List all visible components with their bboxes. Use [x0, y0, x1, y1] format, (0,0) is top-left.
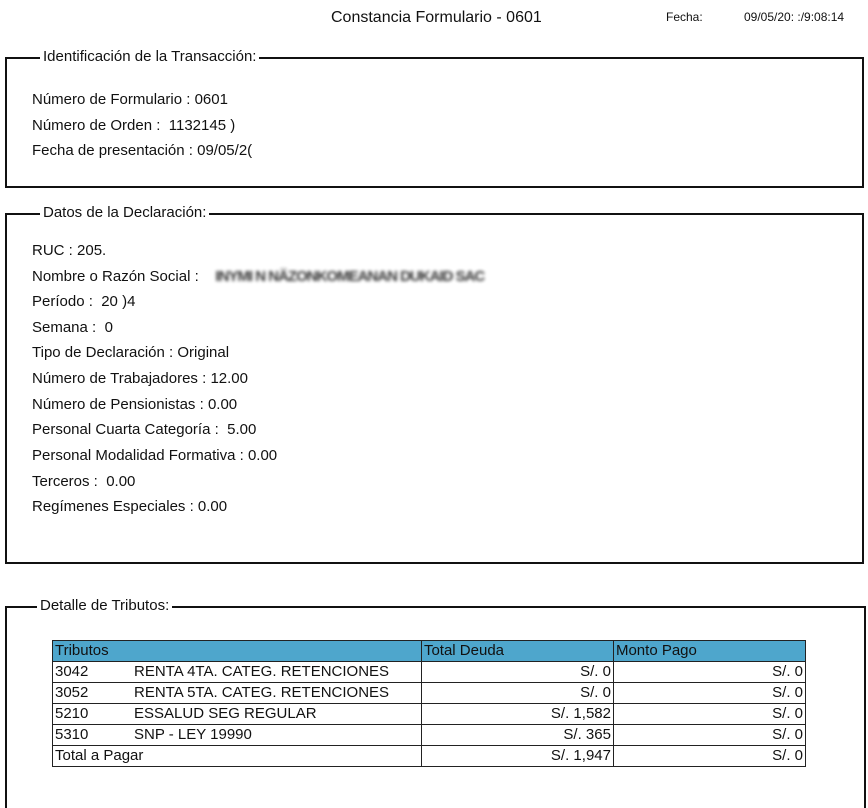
personal-cuarta-row	[32, 421, 256, 438]
personal-formativa-value: 0.00	[247, 447, 278, 464]
num-pensionistas-value: 0.00	[207, 396, 238, 413]
total-deuda-value: S/. 1,947	[421, 746, 613, 767]
numero-formulario-label: Número de Formulario :	[32, 91, 191, 108]
num-trabajadores-row	[32, 370, 248, 387]
tributo-code: 3052	[55, 684, 89, 701]
terceros-row	[32, 473, 135, 490]
identificacion-section	[5, 48, 864, 188]
total-row	[53, 746, 806, 767]
periodo-row	[32, 293, 135, 310]
tipo-declaracion-value: Original	[177, 344, 230, 361]
tributo-code: 5210	[55, 705, 89, 722]
tributo-cell	[53, 662, 422, 683]
ruc-value: 205.	[77, 242, 107, 259]
total-pago-value: S/. 0	[613, 746, 805, 767]
tributo-code: 3042	[55, 663, 89, 680]
ruc-label: RUC :	[32, 242, 73, 259]
tipo-declaracion-row	[32, 344, 229, 361]
total-label: Total a Pagar	[53, 746, 422, 767]
fecha-presentacion-label: Fecha de presentación :	[32, 142, 193, 159]
ruc-row	[32, 242, 106, 259]
num-pensionistas-label: Número de Pensionistas :	[32, 396, 204, 413]
column-header-monto-pago: Monto Pago	[613, 641, 805, 662]
tributo-name: ESSALUD SEG REGULAR	[134, 705, 317, 722]
numero-orden-label: Número de Orden :	[32, 117, 161, 134]
declaracion-section	[5, 204, 864, 564]
fecha-value: 09/05/20: :/9:08:14	[744, 10, 845, 24]
total-deuda-cell: S/. 0	[421, 683, 613, 704]
numero-formulario-value: 0601	[194, 91, 228, 108]
tributo-cell	[53, 725, 422, 746]
semana-label: Semana :	[32, 319, 97, 336]
monto-pago-cell: S/. 0	[613, 683, 805, 704]
monto-pago-cell: S/. 0	[613, 725, 805, 746]
razon-social-row	[32, 268, 484, 285]
numero-orden-row	[32, 117, 235, 134]
total-deuda-cell: S/. 365	[421, 725, 613, 746]
personal-cuarta-value: 5.00	[227, 421, 257, 438]
tributo-name: RENTA 5TA. CATEG. RETENCIONES	[134, 684, 390, 701]
semana-row	[32, 319, 113, 336]
tributo-cell	[53, 683, 422, 704]
tributos-legend: Detalle de Tributos:	[37, 597, 172, 614]
regimenes-label: Regímenes Especiales :	[32, 498, 194, 515]
column-header-total-deuda: Total Deuda	[421, 641, 613, 662]
tributo-cell	[53, 704, 422, 725]
fecha-presentacion-value: 09/05/2(	[197, 142, 253, 159]
total-deuda-cell: S/. 1,582	[421, 704, 613, 725]
total-deuda-cell: S/. 0	[421, 662, 613, 683]
num-trabajadores-label: Número de Trabajadores :	[32, 370, 207, 387]
table-header-row	[53, 641, 806, 662]
tributo-code: 5310	[55, 726, 89, 743]
tributo-name: SNP - LEY 19990	[134, 726, 252, 743]
table-row	[53, 683, 806, 704]
terceros-value: 0.00	[106, 473, 136, 490]
periodo-label: Período :	[32, 293, 93, 310]
declaracion-legend: Datos de la Declaración:	[40, 204, 209, 221]
table-row	[53, 704, 806, 725]
personal-cuarta-label: Personal Cuarta Categoría :	[32, 421, 219, 438]
tributos-table	[52, 640, 806, 767]
numero-formulario-row	[32, 91, 228, 108]
num-pensionistas-row	[32, 396, 237, 413]
monto-pago-cell: S/. 0	[613, 704, 805, 725]
column-header-tributos: Tributos	[53, 641, 422, 662]
monto-pago-cell: S/. 0	[613, 662, 805, 683]
num-trabajadores-value: 12.00	[210, 370, 248, 387]
page-title: Constancia Formulario - 0601	[331, 9, 542, 26]
regimenes-value: 0.00	[197, 498, 228, 515]
razon-social-label: Nombre o Razón Social :	[32, 268, 199, 285]
tributo-name: RENTA 4TA. CATEG. RETENCIONES	[134, 663, 390, 680]
semana-value: 0	[104, 319, 113, 336]
razon-social-value: INYMI N NÄZONKOMEANAN DUKAID SAC	[215, 268, 485, 285]
fecha-label: Fecha:	[666, 10, 703, 24]
fecha-presentacion-row	[32, 142, 252, 159]
tipo-declaracion-label: Tipo de Declaración :	[32, 344, 174, 361]
personal-formativa-label: Personal Modalidad Formativa :	[32, 447, 244, 464]
table-row	[53, 725, 806, 746]
identificacion-legend: Identificación de la Transacción:	[40, 48, 259, 65]
terceros-label: Terceros :	[32, 473, 98, 490]
table-row	[53, 662, 806, 683]
periodo-value: 20 )4	[101, 293, 136, 310]
personal-formativa-row	[32, 447, 277, 464]
numero-orden-value: 1132145 )	[168, 117, 236, 134]
regimenes-row	[32, 498, 227, 515]
